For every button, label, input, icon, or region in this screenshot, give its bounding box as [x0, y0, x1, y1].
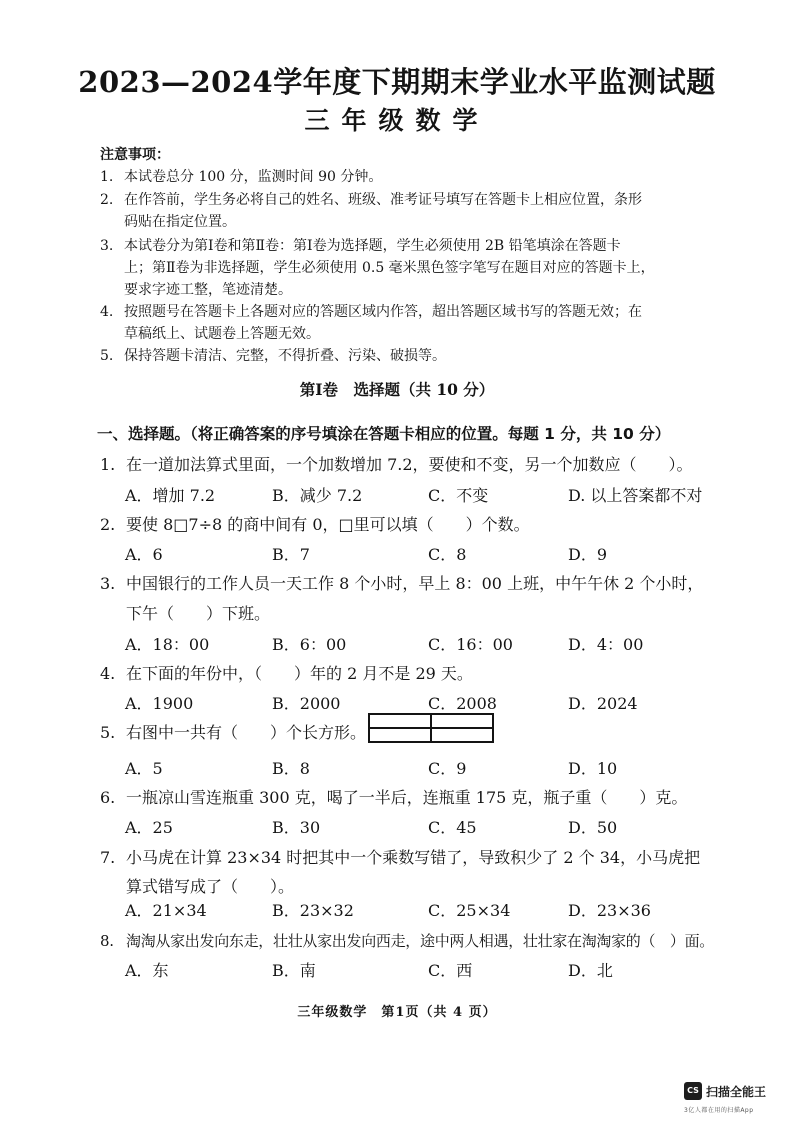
- option-a: A．5: [125, 759, 163, 778]
- option-b: B．减少 7.2: [272, 486, 363, 505]
- question-4: 4. 在下面的年份中，（ ）年的 2 月不是 29 天。: [100, 664, 473, 683]
- option-d: D．2024: [568, 694, 638, 713]
- notice-item: 2. 在作答前，学生务必将自己的姓名、班级、准考证号填写在答题卡上相应位置，条形: [100, 192, 642, 208]
- option-a: A．18：00: [125, 635, 210, 654]
- notice-item-continued: 要求字迹工整，笔迹清楚。: [124, 282, 292, 298]
- notice-item: 3. 本试卷分为第Ⅰ卷和第Ⅱ卷：第Ⅰ卷为选择题，学生必须使用 2B 铅笔填涂在答题卡: [100, 238, 621, 254]
- option-a: A．21×34: [125, 901, 207, 920]
- option-c: C．西: [428, 961, 473, 980]
- option-d: D．4：00: [568, 635, 644, 654]
- question-3: 3. 中国银行的工作人员一天工作 8 个小时，早上 8：00 上班，中午午休 2 个小时，: [100, 574, 704, 593]
- option-a: A．1900: [125, 694, 194, 713]
- option-b: B．23×32: [272, 901, 354, 920]
- option-b: B．6：00: [272, 635, 347, 654]
- option-b: B．8: [272, 759, 310, 778]
- option-d: D．北: [568, 961, 613, 980]
- watermark-tagline: 3亿人都在用的扫描App: [684, 1107, 754, 1114]
- exam-subtitle: 三年级数学: [304, 106, 490, 135]
- option-c: C．8: [428, 545, 467, 564]
- option-c: C．16：00: [428, 635, 513, 654]
- option-b: B．30: [272, 818, 321, 837]
- option-c: C．不变: [428, 486, 489, 505]
- option-a: A．25: [125, 818, 173, 837]
- option-c: C．9: [428, 759, 467, 778]
- question-7-continued: 算式错写成了（ ）。: [126, 877, 295, 896]
- option-d: D．10: [568, 759, 618, 778]
- notice-item-continued: 码贴在指定位置。: [124, 214, 236, 230]
- notice-heading: 注意事项：: [100, 147, 170, 163]
- option-a: A．东: [125, 961, 169, 980]
- page-footer: 三年级数学 第1页（共 4 页）: [297, 1005, 497, 1020]
- question-3-continued: 下午（ ）下班。: [126, 604, 271, 623]
- watermark-name: 扫描全能王: [706, 1085, 767, 1099]
- rectangle-figure: [368, 713, 494, 743]
- option-a: A．增加 7.2: [125, 486, 216, 505]
- question-6: 6. 一瓶凉山雪连瓶重 300 克，喝了一半后，连瓶重 175 克，瓶子重（ ）克。: [100, 788, 688, 807]
- option-a: A．6: [125, 545, 163, 564]
- notice-item: 4. 按照题号在答题卡上各题对应的答题区域内作答，超出答题区域书写的答题无效；在: [100, 304, 642, 320]
- option-c: C．45: [428, 818, 477, 837]
- question-1: 1. 在一道加法算式里面，一个加数增加 7.2，要使和不变，另一个加数应（ ）。: [100, 455, 693, 474]
- option-b: B．南: [272, 961, 316, 980]
- notice-item-continued: 草稿纸上、试题卷上答题无效。: [124, 326, 320, 342]
- option-b: B．2000: [272, 694, 341, 713]
- option-d: D. 以上答案都不对: [568, 486, 703, 505]
- option-c: C．25×34: [428, 901, 511, 920]
- notice-item: 5. 保持答题卡清洁、完整，不得折叠、污染、破损等。: [100, 348, 446, 364]
- option-b: B．7: [272, 545, 310, 564]
- section-title: 一、选择题。（将正确答案的序号填涂在答题卡相应的位置。每题 1 分，共 10 分）: [97, 425, 671, 443]
- notice-item: 1. 本试卷总分 100 分，监测时间 90 分钟。: [100, 169, 383, 185]
- question-5: 5. 右图中一共有（ ）个长方形。: [100, 723, 367, 742]
- exam-title: 2023—2024学年度下期期末学业水平监测试题: [78, 65, 716, 99]
- option-c: C．2008: [428, 694, 497, 713]
- notice-item-continued: 上；第Ⅱ卷为非选择题，学生必须使用 0.5 毫米黑色签字笔写在题目对应的答题卡上，: [124, 260, 655, 276]
- question-8: 8. 淘淘从家出发向东走，壮壮从家出发向西走，途中两人相遇，壮壮家在淘淘家的（ ）面。: [100, 932, 715, 950]
- part-title: 第Ⅰ卷 选择题（共 10 分）: [299, 380, 495, 399]
- option-d: D．50: [568, 818, 618, 837]
- camscanner-logo-icon: CS: [684, 1082, 702, 1100]
- question-7: 7. 小马虎在计算 23×34 时把其中一个乘数写错了，导致积少了 2 个 34，小马虎把: [100, 848, 701, 867]
- option-d: D．9: [568, 545, 608, 564]
- option-d: D．23×36: [568, 901, 651, 920]
- question-2: 2. 要使 8□7÷8 的商中间有 0，□里可以填（ ）个数。: [100, 515, 530, 534]
